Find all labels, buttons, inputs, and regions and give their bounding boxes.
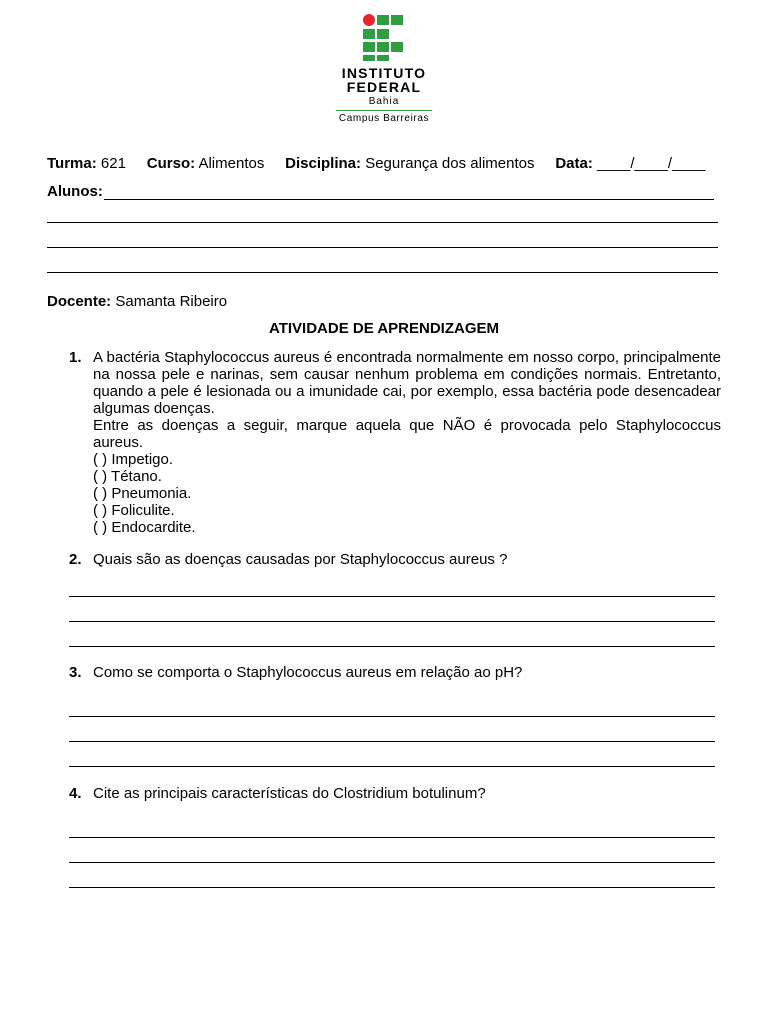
logo-square <box>363 29 375 39</box>
question-2-number: 2. <box>69 551 82 568</box>
docente-value: Samanta Ribeiro <box>115 293 228 310</box>
answer-line-q4[interactable] <box>69 861 715 863</box>
curso-value: Alimentos <box>198 155 265 172</box>
alunos-line[interactable] <box>104 198 714 200</box>
question-1 <box>93 349 721 536</box>
logo-title-line2: FEDERAL <box>346 79 422 95</box>
option-foliculite[interactable]: ( ) Foliculite. <box>93 502 175 519</box>
alunos-row <box>47 183 103 200</box>
question-4-text: Cite as principais características do Clostridium botulinum? <box>93 785 486 802</box>
answer-line-q2[interactable] <box>69 645 715 647</box>
logo-square <box>377 42 389 52</box>
curso-label: Curso: <box>146 155 196 172</box>
answer-line-q3[interactable] <box>69 740 715 742</box>
logo-square <box>391 42 403 52</box>
logo-campus: Campus Barreiras <box>338 113 430 124</box>
disciplina-value: Segurança dos alimentos <box>365 155 535 172</box>
answer-line-q2[interactable] <box>69 595 715 597</box>
logo-square <box>391 15 403 25</box>
alunos-line[interactable] <box>47 221 718 223</box>
logo-title-line1: INSTITUTO <box>341 65 427 81</box>
question-2-text: Quais são as doenças causadas por Staphylococcus aureus ? <box>93 551 508 568</box>
question-4-number: 4. <box>69 785 82 802</box>
question-3-number: 3. <box>69 664 82 681</box>
question-1-text: A bactéria Staphylococcus aureus é encontrada normalmente em nosso corpo, principalmente na nossa pele e narinas, sem causar nenhum problema em condições normais. Entretanto, quando a pele é lesionada ou a imunidade cai, por exemplo, essa bactéria pode desencadear algumas doenças. <box>93 349 721 417</box>
logo-divider <box>336 110 432 111</box>
data-label: Data: <box>555 155 593 172</box>
disciplina-label: Disciplina: <box>285 155 362 172</box>
answer-line-q4[interactable] <box>69 836 715 838</box>
answer-line-q2[interactable] <box>69 620 715 622</box>
question-1-text2: Entre as doenças a seguir, marque aquela que NÃO é provocada pelo Staphylococcus aureus. <box>93 417 721 451</box>
turma-label: Turma: <box>47 155 97 172</box>
logo-square <box>377 29 389 39</box>
logo-mark <box>363 12 405 56</box>
answer-line-q3[interactable] <box>69 765 715 767</box>
logo-state: Bahia <box>368 96 400 107</box>
alunos-line[interactable] <box>47 246 718 248</box>
option-tetano[interactable]: ( ) Tétano. <box>93 468 162 485</box>
logo-square <box>377 15 389 25</box>
institute-logo <box>0 12 768 125</box>
docente-label: Docente: <box>47 293 112 310</box>
option-impetigo[interactable]: ( ) Impetigo. <box>93 451 174 468</box>
activity-title: ATIVIDADE DE APRENDIZAGEM <box>268 320 499 337</box>
question-3-text: Como se comporta o Staphylococcus aureus em relação ao pH? <box>93 664 523 681</box>
alunos-label: Alunos: <box>47 183 103 200</box>
header-row <box>47 155 705 172</box>
option-endocardite[interactable]: ( ) Endocardite. <box>93 519 196 536</box>
logo-square <box>363 42 375 52</box>
logo-red-dot <box>363 14 375 26</box>
question-1-number: 1. <box>69 349 82 366</box>
answer-line-q3[interactable] <box>69 715 715 717</box>
answer-line-q4[interactable] <box>69 886 715 888</box>
data-field[interactable]: ____/____/____ <box>597 155 706 172</box>
alunos-line[interactable] <box>47 271 718 273</box>
turma-value: 621 <box>100 155 126 172</box>
option-pneumonia[interactable]: ( ) Pneumonia. <box>93 485 192 502</box>
logo-square <box>363 55 375 61</box>
logo-square <box>377 55 389 61</box>
docente-row <box>47 293 227 310</box>
